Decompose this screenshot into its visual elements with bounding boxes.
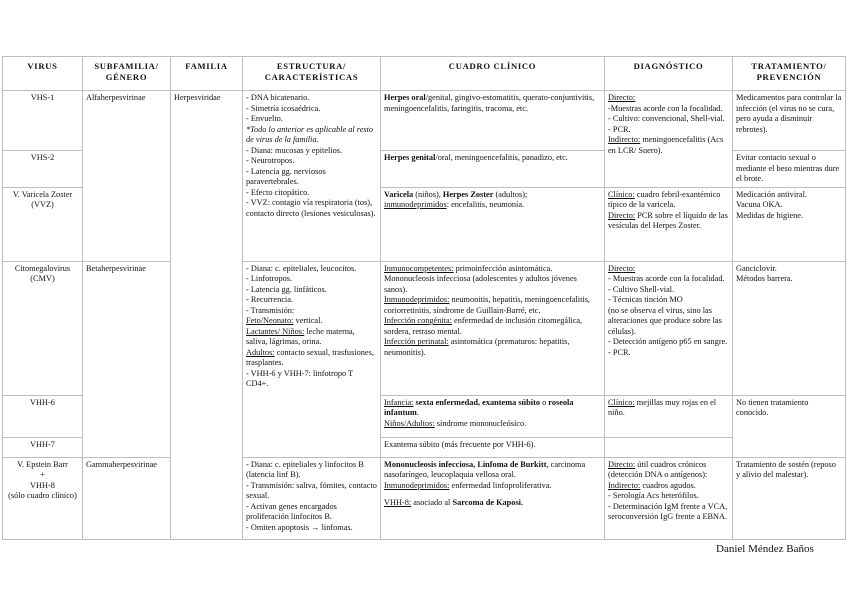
estructura-alpha-1: - DNA bicatenario. bbox=[246, 93, 310, 102]
virus-table bbox=[2, 56, 846, 540]
virus-vhh6: VHH-6 bbox=[3, 395, 83, 437]
cuadro-ebv-t2: enfermedad linfoproliferativa. bbox=[449, 480, 552, 490]
diagnostico-vzv-clinico: Clínico: bbox=[608, 189, 635, 199]
diagnostico-cmv-6: - PCR. bbox=[608, 347, 631, 357]
estructura-gamma-2: - Transmisión: saliva, fómites, contacto sexual. bbox=[246, 480, 377, 501]
estructura-alpha-3: - Envuelto. bbox=[246, 114, 283, 124]
cuadro-vhh6-b1: sexta enfermedad, exantema súbito bbox=[413, 397, 540, 407]
cuadro-cmv-inmunodep: Inmunodeprimidos: bbox=[384, 295, 450, 305]
header-row bbox=[3, 57, 846, 91]
virus-vzv: V. Varicela Zoster (VVZ) bbox=[3, 187, 83, 261]
cuadro-vzv-inmuno: inmunodeprimidos bbox=[384, 200, 447, 210]
cuadro-ebv-kaposi: Sarcoma de Kaposi. bbox=[452, 498, 524, 508]
diagnostico-vhh7 bbox=[605, 437, 733, 457]
cuadro-vhh6-t3: síndrome mononucleósico. bbox=[434, 418, 527, 428]
cuadro-cmv-inmunocomp: Inmunocompetentes: bbox=[384, 263, 454, 273]
estructura-beta-2: - Linfotropos. bbox=[246, 274, 293, 284]
tratamiento-vhs1: Medicamentos para controlar la infección (el virus no se cura, pero ayuda a disminuir rebrotes). bbox=[733, 91, 846, 151]
cuadro-cmv-t2: neumonitis, hepatitis, meningoencefalitis, coriorretinitis, síndrome de Guillain-Barré, etc. bbox=[384, 295, 591, 315]
cuadro-ebv-b1: Mononucleosis infecciosa, Linfoma de Burkitt bbox=[384, 459, 547, 469]
cuadro-cmv bbox=[381, 261, 605, 395]
familia-herpes: Herpesviridae bbox=[171, 91, 243, 540]
diagnostico-vhh6 bbox=[605, 395, 733, 437]
estructura-alpha-9: - VVZ: contagio vía respiratoria (tos), contacto directo (lesiones vesiculosas). bbox=[246, 198, 376, 218]
header-tratamiento: TRATAMIENTO/ PREVENCIÓN bbox=[733, 57, 846, 91]
header-cuadro: CUADRO CLÍNICO bbox=[381, 57, 605, 91]
cuadro-ebv-vhh8: VHH-8: bbox=[384, 498, 412, 508]
diagnostico-ebv-2: cuadros agudos. bbox=[640, 480, 696, 490]
estructura-beta-3: - Latencia gg. linfáticos. bbox=[246, 284, 327, 294]
estructura-beta-9: - VHH-6 y VHH-7: linfotropo T CD4+. bbox=[246, 368, 354, 389]
estructura-beta-lactantes-text: leche materna, saliva, lágrimas, orina. bbox=[246, 326, 355, 347]
cuadro-ebv-t1: , carcinoma nasofaríngeo, leucoplaquia vellosa oral. bbox=[384, 459, 586, 480]
estructura-beta-feto: Feto/Neonato: bbox=[246, 316, 294, 326]
estructura-beta-5: - Transmisión: bbox=[246, 305, 295, 315]
estructura-beta-1: - Diana: c. epiteliales, leucocitos. bbox=[246, 263, 357, 273]
tratamiento-vzv-3: Medidas de higiene. bbox=[736, 210, 804, 220]
estructura-gamma-4: - Omiten apoptosis → linfomas. bbox=[246, 522, 353, 532]
author-signature: Daniel Méndez Baños bbox=[716, 543, 814, 555]
header-virus: VIRUS bbox=[3, 57, 83, 91]
diagnostico-vhh6-clinico: Clínico: bbox=[608, 397, 635, 407]
virus-ebv-3: VHH-8 bbox=[30, 480, 55, 490]
diagnostico-cmv-2: - Cultivo Shell-vial. bbox=[608, 284, 675, 294]
diagnostico-vzv-directo: Directo: bbox=[608, 210, 636, 220]
cuadro-ebv-inmunodep: Inmunodeprimidos: bbox=[384, 480, 450, 490]
estructura-beta-lactantes: Lactantes/ Niños: bbox=[246, 326, 305, 336]
cuadro-vhs2-text: /oral, meningoencefalitis, panadizo, etc. bbox=[435, 153, 568, 162]
cuadro-vhh6-t2: . bbox=[416, 408, 419, 418]
cuadro-cmv-perinatal: Infección perinatal: bbox=[384, 337, 449, 347]
cuadro-vhh6-ninos: Niños/Adultos: bbox=[384, 418, 435, 428]
virus-ebv bbox=[3, 457, 83, 539]
header-diagnostico: DIAGNÓSTICO bbox=[605, 57, 733, 91]
cuadro-ebv bbox=[381, 457, 605, 539]
tratamiento-vhs2: Evitar contacto sexual o mediante el beso mientras dure el brote. bbox=[733, 151, 846, 188]
tratamiento-cmv-1: Ganciclovir. bbox=[736, 263, 777, 273]
subfamilia-alpha: Alfaherpesvirinae bbox=[83, 91, 171, 262]
diagnostico-cmv-5: - Detección antígeno p65 en sangre. bbox=[608, 337, 728, 347]
cuadro-vhs1-text: /genital, gingivo-estomatitis, querato-conjuntivitis, meningoencefalitis, faringitis, tracoma, etc. bbox=[384, 93, 595, 113]
cuadro-vhh6-infancia: Infancia: bbox=[384, 397, 414, 407]
diagnostico-cmv-4: (no se observa el virus, sino las alteraciones que produce sobre las células). bbox=[608, 305, 722, 336]
diagnostico-ebv-3: - Serología Acs heterófilos. bbox=[608, 491, 699, 501]
header-estructura: ESTRUCTURA/ CARACTERÍSTICAS bbox=[243, 57, 381, 91]
tratamiento-vzv-2: Vacuna OKA. bbox=[736, 200, 783, 210]
diagnostico-ebv bbox=[605, 457, 733, 539]
virus-vhs1: VHS-1 bbox=[3, 91, 83, 151]
virus-ebv-4: (sólo cuadro clínico) bbox=[8, 491, 77, 501]
virus-cmv: Citomegalovirus (CMV) bbox=[3, 261, 83, 395]
subfamilia-beta: Betaherpesvirinae bbox=[83, 261, 171, 457]
cuadro-cmv-t3: enfermedad de inclusión citomegálica, sordera, retraso mental. bbox=[384, 316, 583, 336]
tratamiento-ebv: Tratamiento de sostén (reposo y alivio del malestar). bbox=[733, 457, 846, 539]
cuadro-vhh6-t1: o bbox=[540, 397, 549, 407]
tratamiento-vhh6: No tienen tratamiento conocido. bbox=[733, 395, 846, 457]
virus-vhh7: VHH-7 bbox=[3, 437, 83, 457]
estructura-alpha-2: - Simetría icosaédrica. bbox=[246, 103, 321, 113]
virus-ebv-1: V. Epstein Barr bbox=[17, 459, 68, 469]
cuadro-vzv-varicela: Varicela bbox=[384, 189, 414, 199]
estructura-alpha-7: - Latencia gg. nerviosos paravertebrales. bbox=[246, 166, 326, 187]
diagnostico-cmv bbox=[605, 261, 733, 395]
diagnostico-cmv-directo: Directo: bbox=[608, 263, 636, 273]
table-row-cmv bbox=[3, 261, 846, 395]
diagnostico-cmv-3: - Técnicas tinción MO bbox=[608, 295, 683, 305]
diagnostico-vhs-indirecto: Indirecto: bbox=[608, 135, 641, 145]
estructura-beta-feto-text: vertical. bbox=[293, 316, 323, 326]
diagnostico-cmv-1: - Muestras acorde con la focalidad. bbox=[608, 274, 725, 284]
estructura-gamma bbox=[243, 457, 381, 539]
estructura-alpha bbox=[243, 91, 381, 262]
cuadro-ebv-t3: asociado al bbox=[411, 498, 453, 508]
cuadro-vhh6 bbox=[381, 395, 605, 437]
diagnostico-vhs-1: -Muestras acorde con la focalidad. bbox=[608, 103, 723, 113]
cuadro-vhh7: Exantema súbito (más frecuente por VHH-6). bbox=[381, 437, 605, 457]
virus-vhs2: VHS-2 bbox=[3, 151, 83, 188]
cuadro-vhs1-bold: Herpes oral bbox=[384, 93, 426, 102]
cuadro-vzv-t2: (adultos); bbox=[493, 189, 528, 199]
cuadro-vhs2-bold: Herpes genital bbox=[384, 153, 436, 162]
subfamilia-gamma: Gammaherpesvirinae bbox=[83, 457, 171, 539]
tratamiento-cmv bbox=[733, 261, 846, 395]
estructura-alpha-5: - Diana: mucosas y epitelios. bbox=[246, 145, 343, 155]
cuadro-vhh6-b2: roseola infantum bbox=[384, 397, 574, 418]
diagnostico-ebv-directo: Directo: bbox=[608, 459, 636, 469]
cuadro-vzv-zoster: Herpes Zoster bbox=[442, 189, 494, 199]
cuadro-vzv bbox=[381, 187, 605, 261]
cuadro-cmv-t1: primoinfección asintomática. Mononucleosis infecciosa (adolescentes y adultos jóvenes sanos). bbox=[384, 263, 577, 294]
estructura-alpha-8: - Efecto citopático. bbox=[246, 187, 310, 197]
tratamiento-vzv-1: Medicación antiviral. bbox=[736, 189, 807, 199]
estructura-beta bbox=[243, 261, 381, 457]
header-subfamilia: SUBFAMILIA/ GÉNERO bbox=[83, 57, 171, 91]
estructura-gamma-1: - Diana: c. epiteliales y linfocitos B (latencia linf B). bbox=[246, 459, 364, 480]
cuadro-vhs1 bbox=[381, 91, 605, 151]
estructura-alpha-6: - Neurotropos. bbox=[246, 156, 295, 166]
estructura-alpha-note: *Todo lo anterior es aplicable al resto de virus de la familia. bbox=[246, 124, 374, 145]
cuadro-vzv-t3: : encefalitis, neumonía. bbox=[446, 200, 525, 210]
cuadro-cmv-t4: asintomática (prematuros: hepatitis, neumonitis). bbox=[384, 337, 570, 357]
table-row-ebv bbox=[3, 457, 846, 539]
estructura-beta-adultos-text: contacto sexual, trasfusiones, trasplantes. bbox=[246, 347, 374, 368]
diagnostico-vhh6-text: mejillas muy rojas en el niño. bbox=[608, 397, 717, 418]
estructura-beta-4: - Recurrencia. bbox=[246, 295, 293, 305]
diagnostico-vhs-4: meningoencefalitis (Acs en LCR/ Suero). bbox=[608, 135, 724, 155]
estructura-beta-adultos: Adultos: bbox=[246, 347, 275, 357]
virus-ebv-2: + bbox=[40, 470, 45, 480]
cuadro-vhs2 bbox=[381, 151, 605, 188]
diagnostico-ebv-indirecto: Indirecto: bbox=[608, 480, 641, 490]
diagnostico-vhs-2: - Cultivo: convencional, Shell-vial. bbox=[608, 114, 725, 124]
estructura-gamma-3: - Activan genes encargados proliferación linfocitos B. bbox=[246, 501, 337, 522]
diagnostico-ebv-4: - Determinación IgM frente a VCA, seroconversión IgG frente a EBNA. bbox=[608, 501, 728, 522]
tratamiento-vzv bbox=[733, 187, 846, 261]
diagnostico-vzv-2: PCR sobre el líquido de las vesículas del Herpes Zoster. bbox=[608, 210, 728, 231]
tratamiento-cmv-2: Métodos barrera. bbox=[736, 274, 793, 284]
diagnostico-vzv bbox=[605, 187, 733, 261]
cuadro-cmv-congenita: Infección congénita: bbox=[384, 316, 452, 326]
diagnostico-vzv-1: cuadro febril-exantémico típico de la varicela. bbox=[608, 189, 721, 210]
diagnostico-vhs-directo: Directo: bbox=[608, 93, 636, 102]
header-familia: FAMILIA bbox=[171, 57, 243, 91]
diagnostico-ebv-1: útil cuadros crónicos (detección DNA o antígenos): bbox=[608, 459, 708, 480]
table-row-vhs1 bbox=[3, 91, 846, 151]
diagnostico-vhs-3: - PCR. bbox=[608, 124, 631, 134]
cuadro-vzv-t1: (niños), bbox=[413, 189, 443, 199]
diagnostico-vhs bbox=[605, 91, 733, 188]
